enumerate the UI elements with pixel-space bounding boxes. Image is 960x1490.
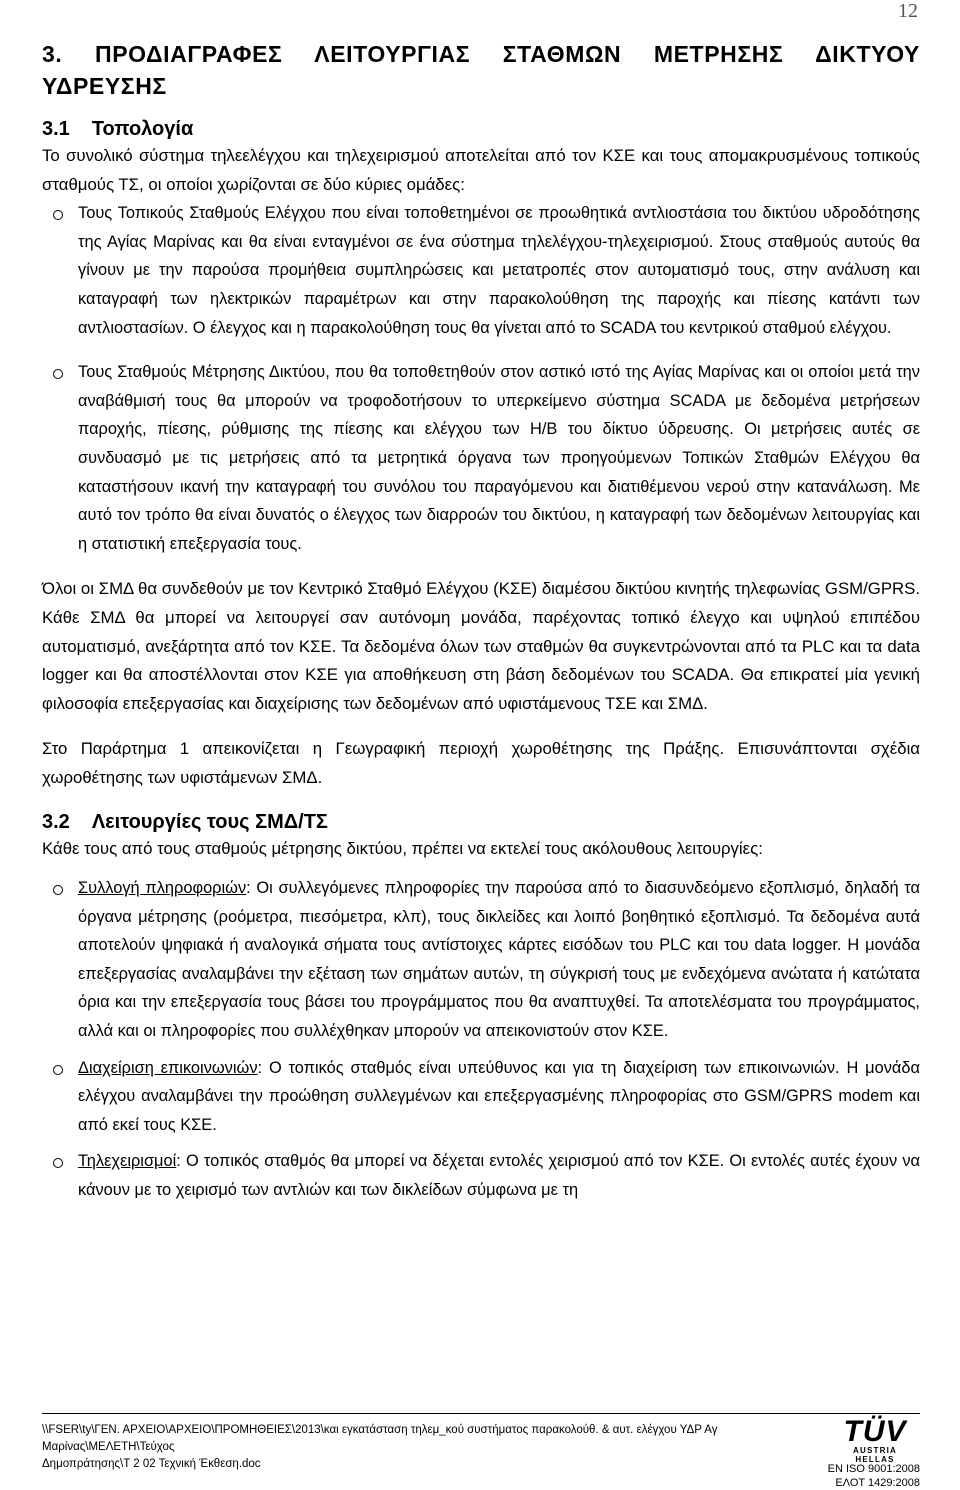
list-item — [42, 874, 920, 1046]
paragraph-connection: Όλοι οι ΣΜΔ θα συνδεθούν με τον Κεντρικό Σταθμό Ελέγχου (ΚΣΕ) διαμέσου δικτύου κινητής τηλεφωνίας GSM/GPRS. Κάθε ΣΜΔ θα μπορεί να λειτουργεί σαν αυτόνομη μονάδα, παρέχοντας τοπικό έλεγχο και υψηλού επιπέδου αυτοματισμό, ανεξάρτητα από τον ΚΣΕ. Τα δεδομένα όλων των σταθμών θα συγκεντρώνονται από τα PLC και τα data logger και θα αποστέλλονται στον ΚΣΕ για αποθήκευση στη βάση δεδομένων του SCADA. Θα επικρατεί μία γενική φιλοσοφία επεξεργασίας και διαχείρισης των δεδομένων από υφιστάμενους ΤΣΕ και ΣΜΔ. — [42, 579, 920, 713]
file-path-line1: \\FSER\ty\ΓΕΝ. ΑΡΧΕΙΟ\ΑΡΧΕΙΟ\ΠΡΟΜΗΘΕΙΕΣ\2013\και εγκατάσταση τηλεμ_κού συστήματος παρακολούθ. & αυτ. ελέγχου ΥΔΡ Αγ Μαρίνας\ΜΕΛΕΤΗ\Τεύχος — [42, 1424, 718, 1453]
chapter-heading-line1: 3. ΠΡΟΔΙΑΓΡΑΦΕΣ ΛΕΙΤΟΥΡΓΙΑΣ ΣΤΑΘΜΩΝ ΜΕΤΡΗΣΗΣ ΔΙΚΤΥΟΥ — [42, 41, 920, 67]
section-number: 3.1 — [42, 118, 70, 140]
bullet-icon — [53, 1065, 63, 1075]
list-item-text — [78, 874, 920, 1046]
paragraph-annex: Στο Παράρτημα 1 απεικονίζεται η Γεωγραφική περιοχή χωροθέτησης της Πράξης. Επισυνάπτονται σχέδια χωροθέτησης των υφιστάμενων ΣΜΔ. — [42, 739, 920, 787]
function-term: Τηλεχειρισμοί — [78, 1152, 177, 1171]
iso-line1: EN ISO 9001:2008 — [827, 1463, 920, 1475]
function-description: : Οι συλλεγόμενες πληροφορίες την παρούσα από το διασυνδεόμενο εξοπλισμό, δηλαδή τα όργανα μέτρησης (ροόμετρα, πιεσόμετρα, κλπ), τους δικλείδες και λοιπό βοηθητικό εξοπλισμό. Τα δεδομένα αυτά αποτελούν ψηφιακά ή αναλογικά σήματα τους αντίστοιχες κάρτες εισόδων του PLC και του data logger. Η μονάδα επεξεργασίας αναλαμβάνει την εξέταση των σημάτων αυτών, τη σύγκρισή τους με ενδεχόμενα ανώτατα ή κατώτατα όρια και την επεξεργασία τους βάσει του προγράμματος που θα αναπτυχθεί. Τα αποτελέσματα του προγράμματος, αλλά και οι πληροφορίες που συλλέχθηκαν μπορούν να απεικονιστούν στον ΚΣΕ. — [78, 879, 920, 1041]
list-item — [42, 199, 920, 342]
list-item — [42, 1147, 920, 1204]
document-body — [42, 38, 920, 1205]
functions-list — [42, 874, 920, 1205]
section-title: Λειτουργίες τους ΣΜΔ/ΤΣ — [91, 811, 328, 834]
page-footer — [42, 1413, 920, 1489]
iso-line2: ΕΛΟΤ 1429:2008 — [835, 1477, 920, 1489]
function-description: : Ο τοπικός σταθμός είναι υπεύθυνος και για τη διαχείριση των επικοινωνιών. Η μονάδα ελέγχου αναλαμβάνει την προώθηση συλλεγμένων και επεξεργασμένης πληροφορίας στο GSM/GPRS modem και από εκεί τους ΚΣΕ. — [78, 1058, 920, 1134]
list-item-text — [78, 1054, 920, 1140]
function-description: : Ο τοπικός σταθμός θα μπορεί να δέχεται εντολές χειρισμού από τον ΚΣΕ. Οι εντολές αυτές έχουν να κάνουν με το χειρισμό των αντλιών και των δικλείδων σύμφωνα με τη — [78, 1152, 920, 1199]
bullet-icon — [53, 210, 63, 220]
functions-intro: Κάθε τους από τους σταθμούς μέτρησης δικτύου, πρέπει να εκτελεί τους ακόλουθους λειτουργίες: — [42, 839, 763, 859]
chapter-heading — [42, 38, 920, 102]
logo-sub2: HELLAS — [855, 1455, 895, 1464]
function-term: Συλλογή πληροφοριών — [78, 879, 247, 898]
list-item — [42, 358, 920, 558]
file-path-line2: Δημοπράτησης\Τ 2 02 Τεχνική Έκθεση.doc — [42, 1458, 261, 1470]
iso-certifications — [800, 1462, 920, 1490]
list-item-text: Τους Τοπικούς Σταθμούς Ελέγχου που είναι τοποθετημένοι σε προωθητικά αντλιοστάσια του δικτύου υδροδότησης της Αγίας Μαρίνας και θα είναι ενταγμένοι σε ένα σύστημα τηλελέγχου-τηλεχειρισμού. Στους σταθμούς αυτούς θα γίνουν με την παρούσα προμήθεια συμπληρώσεις και μετατροπές στον αυτοματισμό τους, στην ανάλυση και καταγραφή των ηλεκτρικών παραμέτρων και στην παρακολούθηση της παροχής και πίεσης κατάντι των αντλιοστασίων. Ο έλεγχος και η παρακολούθηση τους θα γίνεται από το SCADA του κεντρικού σταθμού ελέγχου. — [78, 204, 920, 337]
bullet-icon — [53, 1158, 63, 1168]
file-path — [42, 1422, 842, 1473]
topology-intro: Το συνολικό σύστημα τηλεελέγχου και τηλεχειρισμού αποτελείται από τον ΚΣΕ και τους απομακρυσμένους τοπικούς σταθμούς ΤΣ, οι οποίοι χωρίζονται σε δύο κύριες ομάδες: — [42, 146, 920, 194]
list-item-text: Τους Σταθμούς Μέτρησης Δικτύου, που θα τοποθετηθούν στον αστικό ιστό της Αγίας Μαρίνας και οι οποίοι μετά την αναβάθμισή τους θα μπορούν να τροφοδοτήσουν το υπερκείμενο σύστημα SCADA με δεδομένα μετρήσεων παροχής, πίεσης, ρύθμισης της πίεσης και ελέγχου των Η/Β του δίκτυο ύδρευσης. Οι μετρήσεις αυτές σε συνδυασμό με τις μετρήσεις από τα μετρητικά όργανα των προηγούμενων Τοπικών Σταθμών Ελέγχου θα καταστήσουν ικανή την καταγραφή του συνόλου του παραγόμενου και διατιθέμενου νερού στην κατανάλωση. Με αυτό τον τρόπο θα είναι δυνατός ο έλεγχος των διαρροών του δικτύου, η καταγραφή των δεδομένων λειτουργίας και η στατιστική επεξεργασία τους. — [78, 363, 920, 553]
section-heading-functions — [42, 809, 920, 835]
bullet-icon — [53, 369, 63, 379]
list-item-text — [78, 1147, 920, 1204]
bullet-icon — [53, 885, 63, 895]
logo-sub1: AUSTRIA — [853, 1446, 897, 1455]
section-number: 3.2 — [42, 811, 70, 834]
station-groups-list — [42, 199, 920, 558]
section-title: Τοπολογία — [91, 118, 194, 140]
chapter-heading-line2: ΥΔΡΕΥΣΗΣ — [42, 73, 167, 99]
list-item — [42, 1054, 920, 1140]
function-term: Διαχείριση επικοινωνιών — [78, 1058, 258, 1077]
section-heading-topology — [42, 116, 920, 142]
page-number: 12 — [898, 0, 918, 22]
certification-logo — [830, 1415, 920, 1464]
logo-mark: TÜV — [843, 1415, 907, 1448]
